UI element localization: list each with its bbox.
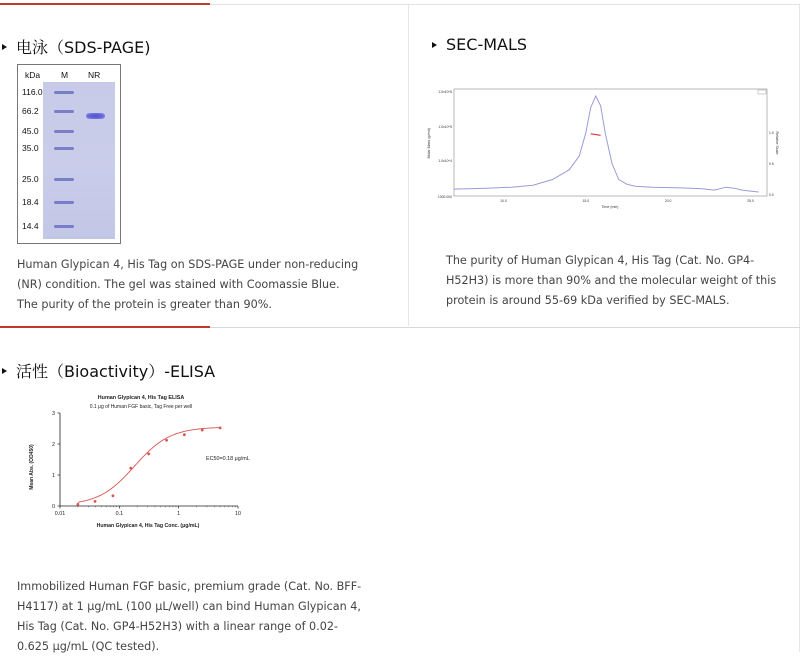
- elisa-data-point: [165, 439, 168, 442]
- elisa-ec50-annotation: EC50=0.18 μg/mL: [206, 456, 250, 462]
- marker-band: [54, 201, 74, 204]
- sec-y-tick: 1000.000: [437, 195, 452, 199]
- sec-y-label: Molar Mass (g/mol): [427, 127, 431, 159]
- elisa-x-tick: 0.1: [115, 511, 124, 517]
- elisa-y-tick: 1: [52, 473, 55, 479]
- elisa-chart-title: Human Glypican 4, His Tag ELISA: [97, 395, 185, 401]
- elisa-data-point: [219, 426, 222, 429]
- elisa-data-point: [112, 494, 115, 497]
- elisa-description: Immobilized Human FGF basic, premium grade (Cat. No. BFF-H4117) at 1 μg/mL (100 μL/well) can bind Human Glypican 4, His Tag (Cat. No. GP4-H52H3) with a linear range of 0.02-0.625 μg/mL (QC tested).: [17, 580, 362, 653]
- sec-y2-label: Relative Scale: [775, 131, 779, 155]
- marker-band: [54, 130, 74, 133]
- gel-marker-label: 35.0: [22, 143, 39, 153]
- elisa-data-point: [147, 453, 150, 456]
- sec-y-tick: 1.0x10^5: [438, 125, 452, 129]
- gel-lane-nr-label: NR: [88, 70, 101, 80]
- sec-y2-tick: 0.0: [769, 193, 774, 197]
- marker-band: [54, 178, 74, 181]
- elisa-x-tick: 0.01: [54, 511, 66, 517]
- elisa-data-point: [129, 467, 132, 470]
- elisa-data-point: [76, 503, 79, 506]
- sec-x-tick: 25.0: [747, 199, 754, 203]
- gel-marker-label: 116.0: [22, 87, 43, 97]
- sec-x-tick: 20.0: [664, 199, 672, 203]
- elisa-y-tick: 0: [52, 504, 55, 510]
- gel-kda-label: kDa: [25, 70, 41, 80]
- elisa-chart-subtitle: 0.1 μg of Human FGF basic, Tag Free per well: [89, 404, 193, 410]
- elisa-data-point: [201, 429, 204, 432]
- elisa-x-tick: 1: [177, 511, 181, 517]
- column-divider: [408, 5, 409, 326]
- sec-x-label: Time (min): [601, 205, 619, 209]
- triangle-bullet-icon: [2, 44, 7, 50]
- sec-plot-frame: [454, 89, 767, 196]
- gel-marker-label: 45.0: [22, 126, 39, 136]
- sec-y2-tick: 0.5: [769, 162, 774, 166]
- gel-lanes: [43, 82, 115, 239]
- gel-marker-label: 25.0: [22, 174, 39, 184]
- elisa-title: 活性（Bioactivity）-ELISA: [2, 359, 215, 382]
- sec-mals-chart: [424, 83, 782, 210]
- triangle-bullet-icon: [2, 368, 7, 374]
- sec-legend-box: [758, 90, 766, 94]
- gel-marker-label: 18.4: [22, 197, 39, 207]
- elisa-x-label: Human Glypican 4, His Tag Conc. (μg/mL): [96, 523, 200, 529]
- elisa-chart: [14, 390, 264, 532]
- sec-mals-title: SEC-MALS: [432, 35, 527, 54]
- triangle-bullet-icon: [432, 42, 437, 48]
- elisa-data-point: [183, 433, 186, 436]
- elisa-fit-curve: [78, 428, 220, 503]
- section-accent-line: [0, 326, 210, 328]
- sec-y-tick: 1.0x10^6: [438, 90, 452, 94]
- elisa-data-point: [94, 500, 97, 503]
- elisa-y-tick: 3: [52, 411, 55, 417]
- sds-page-title: 电泳（SDS-PAGE): [2, 35, 150, 58]
- elisa-y-label: Mean Abs. (OD450): [29, 444, 35, 490]
- sds-page-description: Human Glypican 4, His Tag on SDS-PAGE under non-reducing (NR) condition. The gel was stained with Coomassie Blue. The purity of the protein is greater than 90%.: [17, 258, 359, 311]
- marker-band: [54, 147, 74, 150]
- gel-marker-label: 14.4: [22, 221, 39, 231]
- sec-y2-tick: 1.0: [769, 131, 774, 135]
- gel-lane-m-label: M: [61, 70, 69, 80]
- elisa-x-tick: 10: [235, 511, 241, 517]
- elisa-y-tick: 2: [52, 442, 55, 448]
- marker-band: [54, 225, 74, 228]
- sec-mals-description: The purity of Human Glypican 4, His Tag (Cat. No. GP4-H52H3) is more than 90% and the molecular weight of this protein is around 55-69 kDa verified by SEC-MALS.: [446, 254, 777, 307]
- sec-x-tick: 15.0: [582, 199, 590, 203]
- sec-y-tick: 1.0x10^4: [438, 159, 452, 163]
- top-accent-line: [0, 3, 210, 5]
- gel-marker-label: 66.2: [22, 106, 39, 116]
- marker-band: [54, 110, 74, 113]
- marker-band: [54, 91, 74, 94]
- sample-band-nr: [86, 113, 105, 119]
- sec-x-tick: 10.0: [500, 199, 507, 203]
